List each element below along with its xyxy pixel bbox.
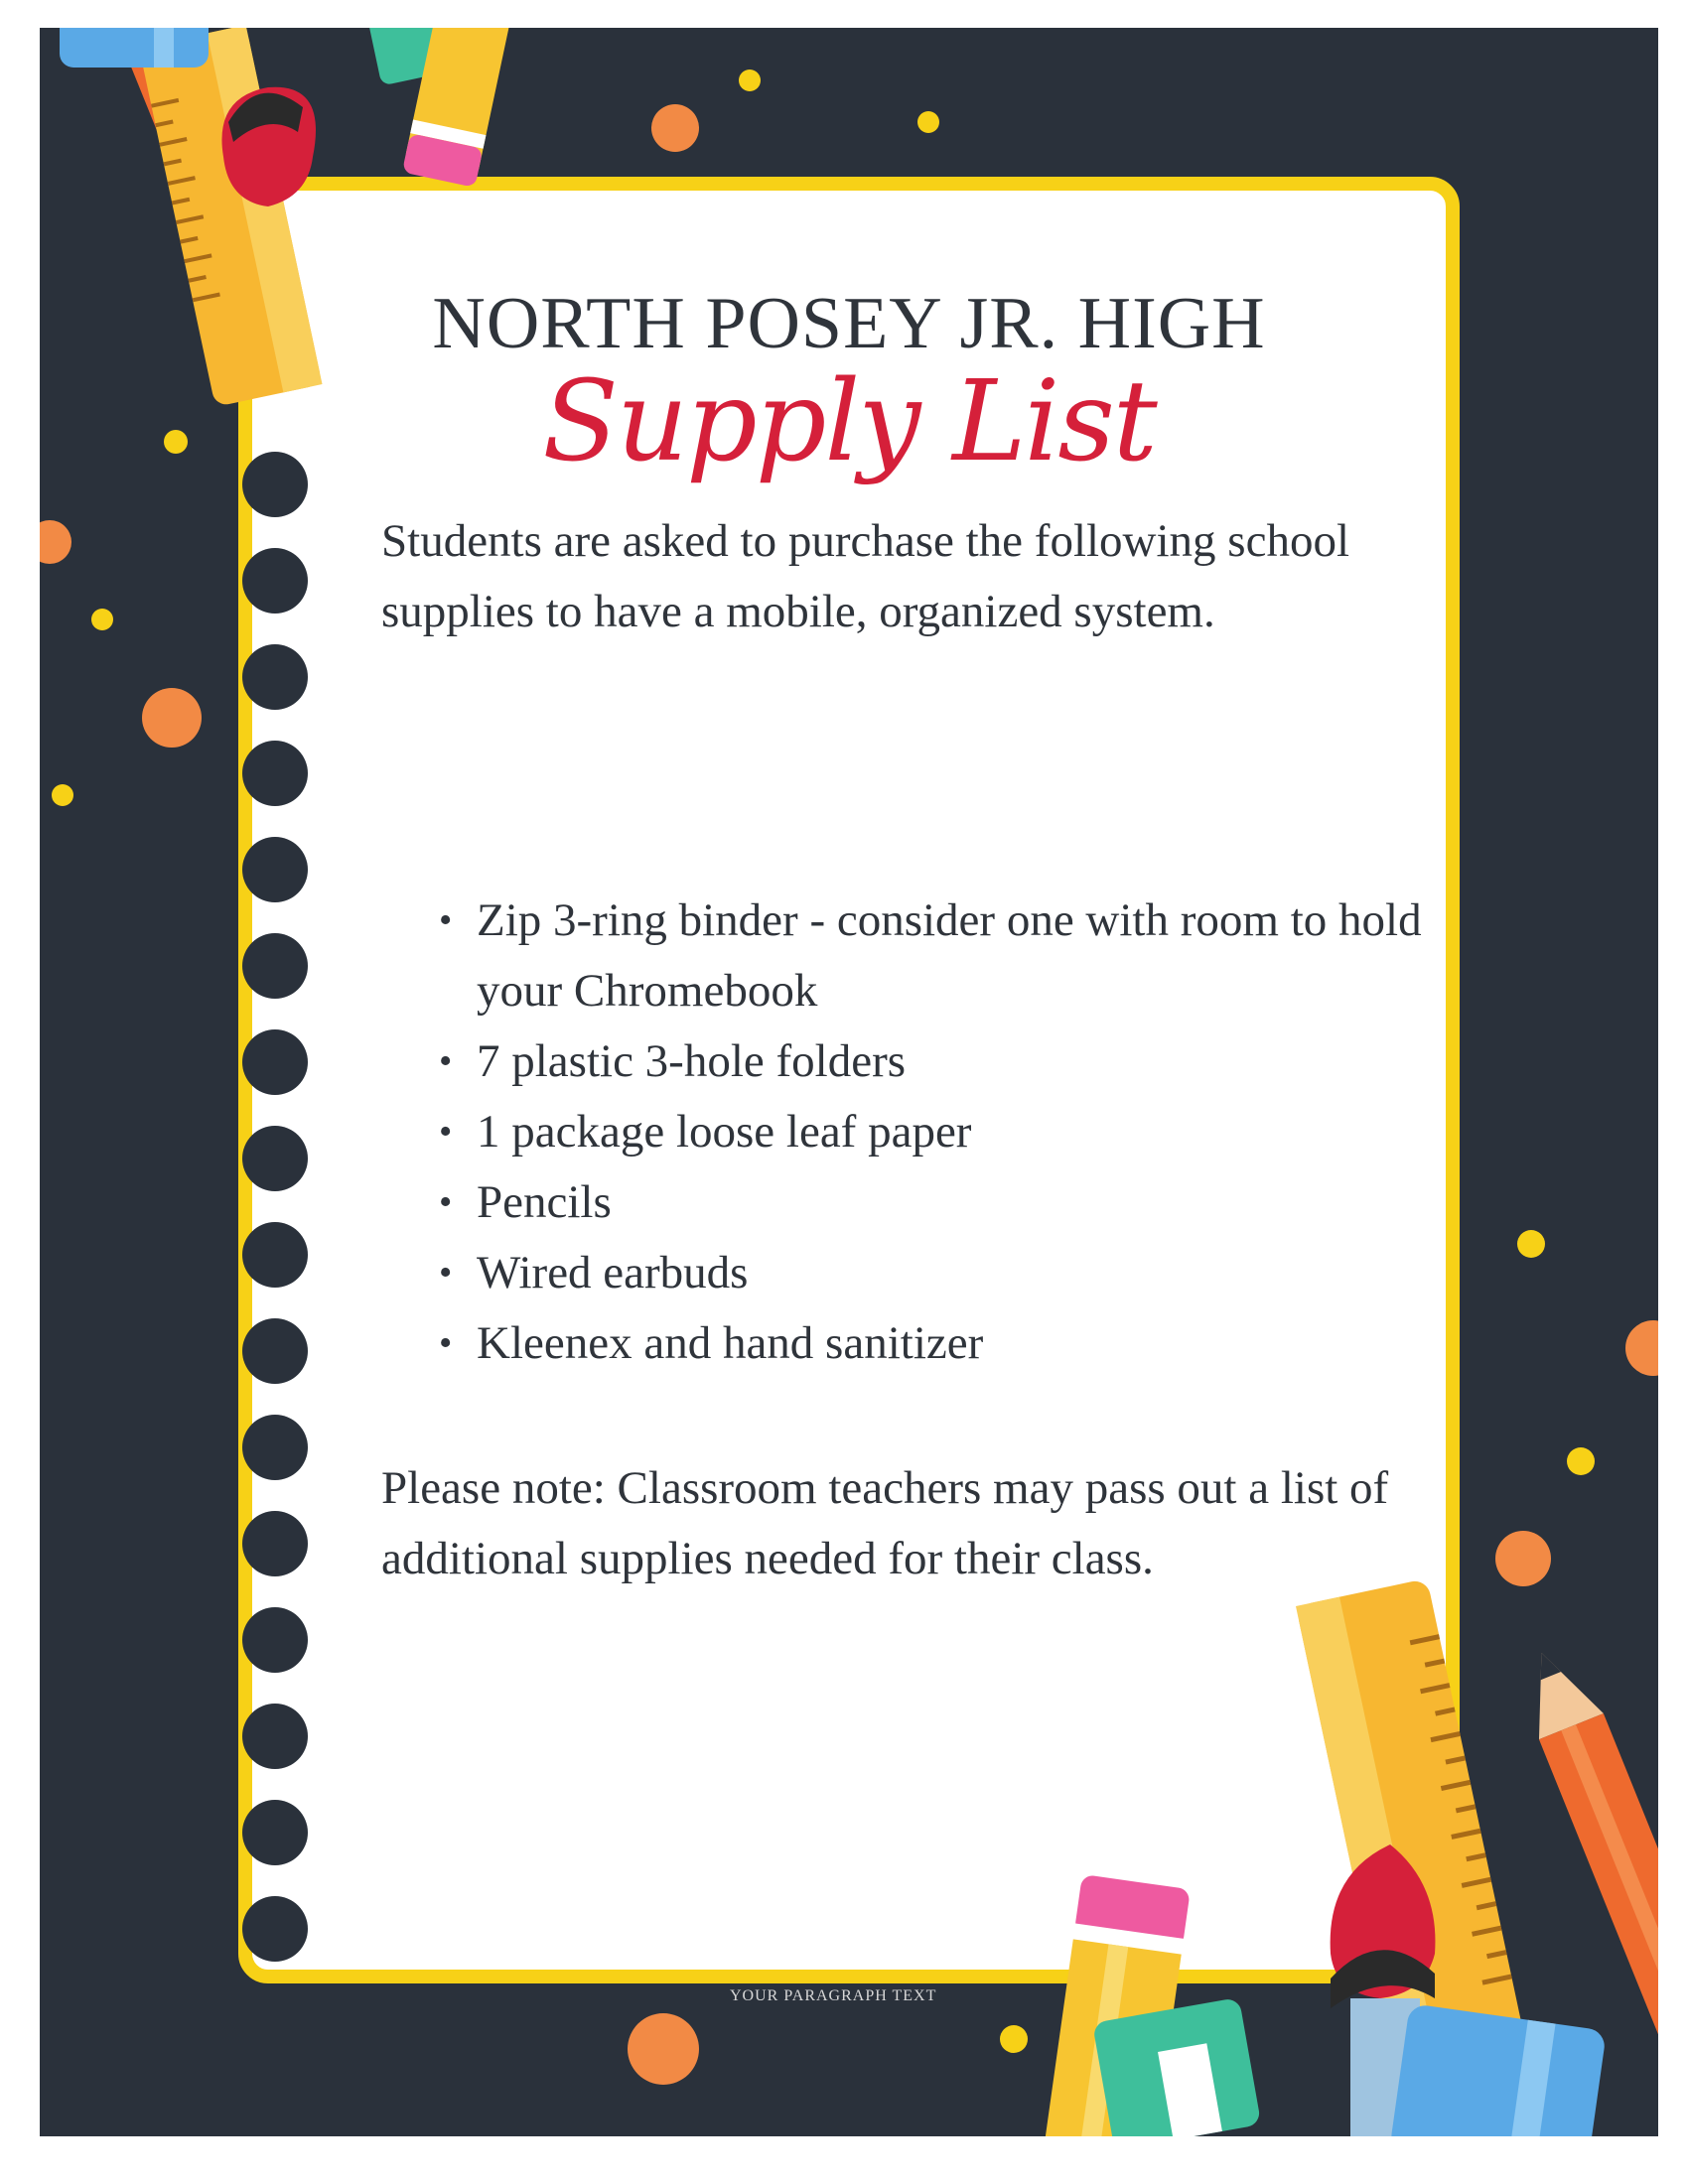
intro-paragraph: Students are asked to purchase the following school supplies to have a mobile, organized system. (381, 515, 1350, 637)
list-item-text: Zip 3-ring binder - consider one with room to hold your Chromebook (477, 894, 1422, 1017)
note-paragraph: Please note: Classroom teachers may pass out a list of additional supplies needed for their class. (381, 1462, 1389, 1584)
bullet-icon: • (439, 1040, 453, 1082)
paintbrush-icon (221, 87, 316, 206)
ruler-icon (139, 28, 323, 407)
list-item-text: 7 plastic 3-hole folders (477, 1035, 907, 1087)
list-item-text: Wired earbuds (477, 1247, 749, 1298)
list-item-text: Kleenex and hand sanitizer (477, 1317, 984, 1369)
eraser-icon (1389, 2003, 1607, 2136)
flyer-board (40, 28, 1658, 2136)
eraser-icon (60, 28, 209, 68)
list-item-text: Pencils (477, 1176, 612, 1228)
footer-placeholder-text: YOUR PARAGRAPH TEXT (730, 1987, 937, 2004)
page-title: NORTH POSEY JR. HIGH (432, 283, 1266, 364)
bullet-icon: • (439, 1111, 453, 1153)
bullet-icon: • (439, 1252, 453, 1294)
bullet-icon: • (439, 1322, 453, 1364)
bullet-icon: • (439, 1181, 453, 1223)
list-item-text: 1 package loose leaf paper (477, 1106, 972, 1158)
page-subtitle: Supply List (542, 357, 1156, 486)
bullet-icon: • (439, 899, 453, 941)
stationery-decorations (40, 28, 1658, 2136)
